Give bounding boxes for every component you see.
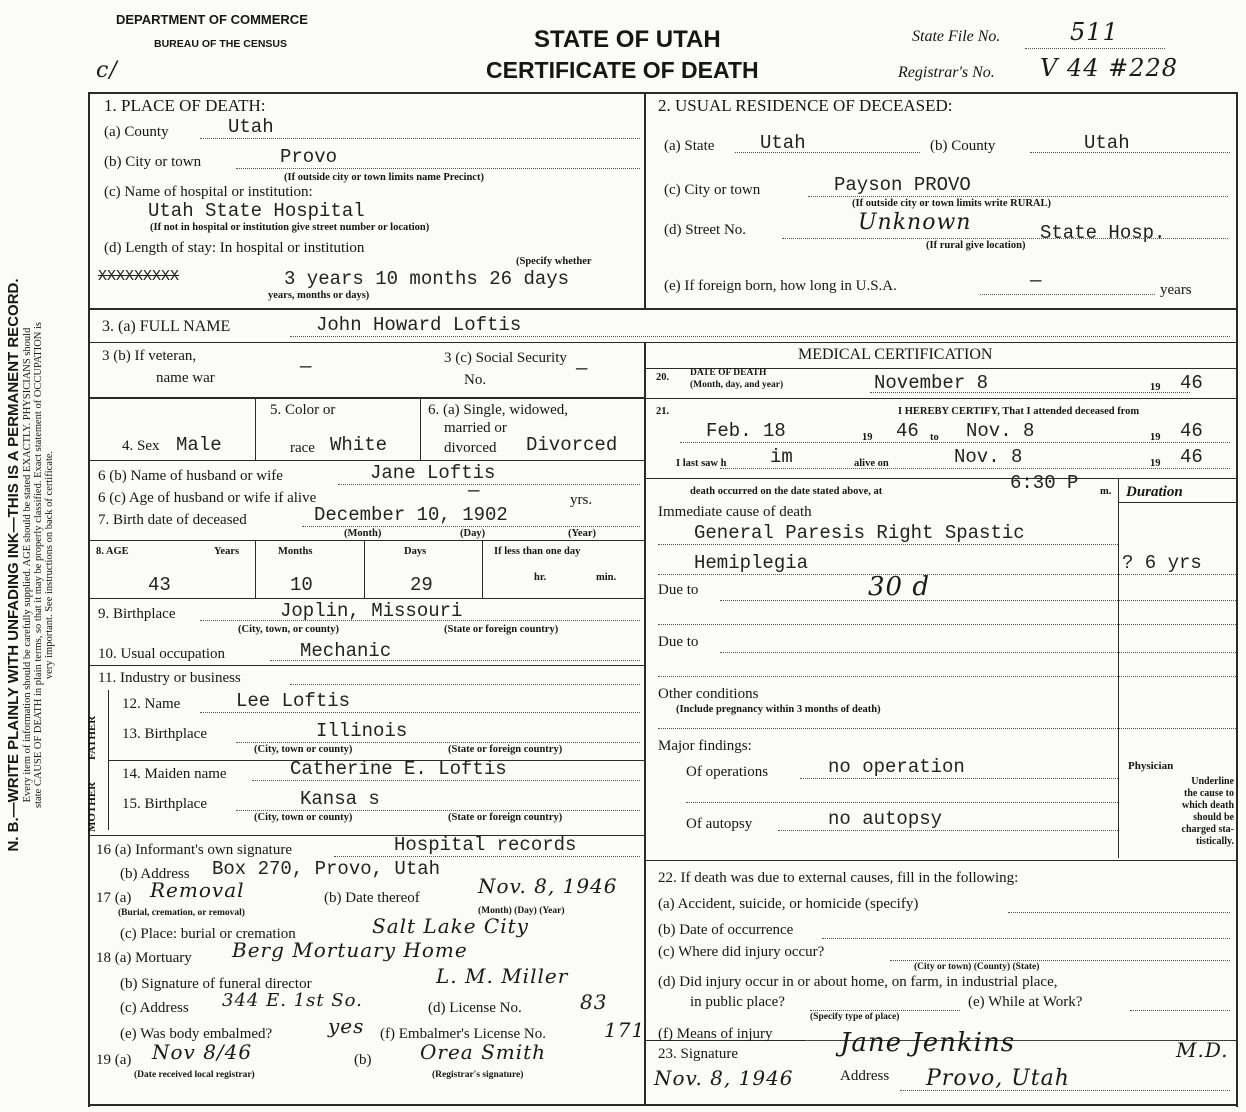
received-label: 19 (a) [96,1052,132,1068]
age-hr-label: hr. [534,572,547,583]
other-conditions-label: Other conditions [658,686,759,702]
place-hospital-label: (c) Name of hospital or institution: [104,184,313,200]
external-e-label: (e) While at Work? [968,994,1083,1010]
side-note-line-2: Every item of information should be carefully supplied. AGE should be stated EXACTLY. PHYSICIANS should [22,327,33,803]
residence-city-note: (If outside city or town limits write RURAL) [852,198,1051,209]
mother-bp-city-note: (City, town or county) [254,812,353,823]
signature-value: Jane Jenkins [840,1028,1016,1058]
registrar-sig-label: (b) [354,1052,372,1068]
cause-2-value: Hemiplegia [694,552,809,574]
mortuary-value: Berg Mortuary Home [232,938,468,962]
mother-name-value: Catherine E. Loftis [290,758,507,780]
frame-bottom [88,1104,1238,1106]
external-d-note: (Specify type of place) [810,1012,900,1022]
burial-place-label: (c) Place: burial or cremation [120,926,296,942]
age-months-value: 10 [290,574,313,596]
duration-value: ? 6 yrs [1122,552,1202,574]
registrar-sig-note: (Registrar's signature) [432,1070,524,1080]
place-city-label: (b) City or town [104,154,202,170]
registrar-number: V 44 #228 [1040,54,1179,82]
place-stay-specify: (Specify whether [516,256,592,267]
death-date-num: 20. [656,372,670,383]
father-bp-state-note: (State or foreign country) [448,744,563,755]
age-days-value: 29 [410,574,433,596]
external-c-note: (City or town) (County) (State) [914,962,1040,972]
mother-bp-state-note: (State or foreign country) [448,812,563,823]
place-of-death-heading: 1. PLACE OF DEATH: [104,96,266,115]
disposal-note: (Burial, cremation, or removal) [118,908,245,918]
due-to-1-value: 30 d [868,572,930,602]
rule-section-3 [88,308,1238,310]
place-county-label: (a) County [104,124,169,140]
father-birthplace-value: Illinois [316,720,408,742]
place-hospital-note: (If not in hospital or institution give street number or location) [150,222,430,233]
alive-on-label: alive on [854,458,889,469]
physician-note-line: should be [1193,812,1234,823]
director-value: L. M. Miller [436,964,569,988]
residence-street-handwritten: Unknown [858,210,972,235]
death-date-value: November 8 [874,372,989,394]
signature-address-label: Address [840,1068,890,1084]
physician-note [1120,776,1234,848]
birth-day-note: (Day) [460,528,486,539]
marital-label: 6. (a) Single, widowed, [428,402,568,418]
father-birthplace-label: 13. Birthplace [122,726,207,742]
spouse-label: 6 (b) Name of husband or wife [98,468,283,484]
residence-city-label: (c) City or town [664,182,761,198]
external-b-label: (b) Date of occurrence [658,922,794,938]
frame-left [88,92,90,1107]
side-note-line-4: very important. See instructions on back of certificate. [44,450,55,680]
birth-date-label: 7. Birth date of deceased [98,512,247,528]
residence-years-label: years [1160,282,1192,298]
mortuary-address-label: (c) Address [120,1000,189,1016]
age-label: 8. AGE [96,546,129,557]
signature-date: Nov. 8, 1946 [654,1066,794,1090]
residence-street-typed: State Hosp. [1040,222,1166,244]
divider-medical [644,342,646,1104]
embalmed-label: (e) Was body embalmed? [120,1026,273,1042]
full-name-value: John Howard Loftis [316,314,522,336]
physician-note-line: Underline [1191,776,1234,787]
father-name-value: Lee Loftis [236,690,351,712]
embalmer-license-label: (f) Embalmer's License No. [380,1026,546,1042]
received-value: Nov 8/46 [152,1040,253,1064]
autopsy-value: no autopsy [828,808,943,830]
last-saw-him: im [770,446,793,468]
side-instructions [5,65,55,1065]
informant-address-label: (b) Address [120,866,190,882]
veteran-war-label: name war [156,370,215,386]
attended-to-label: to [930,432,939,443]
place-stay-struck: XXXXXXXXX [98,268,180,285]
residence-state-value: Utah [760,132,806,154]
signature-md: M.D. [1176,1038,1229,1062]
corner-mark: c/ [96,58,118,83]
residence-foreign-value: — [1030,270,1042,292]
death-date-label-2: (Month, day, and year) [690,380,784,390]
informant-address-value: Box 270, Provo, Utah [212,858,441,880]
bureau-label: BUREAU OF THE CENSUS [154,38,288,50]
disposal-date-note: (Month) (Day) (Year) [478,906,565,916]
ss-no-label: No. [464,372,487,388]
immediate-cause-label: Immediate cause of death [658,504,812,520]
cert-text: I HEREBY CERTIFY, That I attended deceased from [898,406,1140,417]
external-a-label: (a) Accident, suicide, or homicide (specify) [658,896,919,912]
attended-to-prefix: 19 [1150,432,1161,443]
physician-note-line: which death [1182,800,1234,811]
embalmer-license-value: 171 [604,1018,646,1042]
form-title-state: STATE OF UTAH [534,26,721,53]
birthplace-state-note: (State or foreign country) [444,624,559,635]
mother-birthplace-value: Kansa s [300,788,380,810]
last-saw-year: 46 [1180,446,1203,468]
spouse-age-yrs: yrs. [570,492,593,508]
state-file-number: 511 [1070,18,1119,46]
informant-label: 16 (a) Informant's own signature [96,842,292,858]
due-to-1-label: Due to [658,582,699,598]
cert-num: 21. [656,406,670,417]
signature-address: Provo, Utah [926,1066,1070,1091]
occupation-label: 10. Usual occupation [98,646,226,662]
burial-place-value: Salt Lake City [372,914,529,938]
age-years-value: 43 [148,574,171,596]
sex-label: 4. Sex [122,438,160,454]
attended-from-prefix: 19 [862,432,873,443]
birth-year-note: (Year) [568,528,596,539]
place-stay-note: years, months or days) [268,290,370,301]
department-label: DEPARTMENT OF COMMERCE [116,12,308,27]
father-name-label: 12. Name [122,696,181,712]
age-less-label: If less than one day [494,546,581,557]
birthplace-city-note: (City, town, or county) [238,624,340,635]
death-time-value: 6:30 P [1010,472,1079,494]
external-f-label: (f) Means of injury [658,1026,773,1042]
attended-from-value: Feb. 18 [706,420,786,442]
spouse-age-label: 6 (c) Age of husband or wife if alive [98,490,317,506]
marital-value: Divorced [526,434,618,456]
signature-label: 23. Signature [658,1046,738,1062]
marital-label-2: married or [444,420,507,436]
physician-note-line: tistically. [1195,836,1234,847]
sex-value: Male [176,434,222,456]
attended-to-year: 46 [1180,420,1203,442]
ss-label: 3 (c) Social Security [444,350,567,366]
race-label: race [290,440,315,456]
ss-value: — [576,358,588,380]
place-stay-value: 3 years 10 months 26 days [284,268,570,290]
attended-from-year: 46 [896,420,919,442]
frame-right [1236,92,1238,1107]
mortuary-address-value: 344 E. 1st So. [222,990,363,1011]
residence-street-note: (If rural give location) [926,240,1026,251]
external-d-label-2: in public place? [690,994,785,1010]
physician-note-line: charged sta- [1181,824,1234,835]
residence-city-value: Payson PROVO [834,174,971,196]
operations-value: no operation [828,756,965,778]
spouse-age-value: — [468,480,480,502]
age-days-label: Days [404,546,427,557]
last-saw-label: I last saw h [676,458,727,469]
death-date-label: DATE OF DEATH [690,368,767,378]
cause-1-value: General Paresis Right Spastic [694,522,1025,544]
other-conditions-note: (Include pregnancy within 3 months of death) [676,704,881,715]
residence-county-value: Utah [1084,132,1130,154]
duration-header: Duration [1126,484,1183,500]
father-bp-city-note: (City, town or county) [254,744,353,755]
medical-heading: MEDICAL CERTIFICATION [798,346,993,363]
age-years-label: Years [214,546,240,557]
state-file-label: State File No. [912,28,1001,45]
external-c-label: (c) Where did injury occur? [658,944,825,960]
mortuary-label: 18 (a) Mortuary [96,950,192,966]
received-note: (Date received local registrar) [134,1070,255,1080]
birthplace-value: Joplin, Missouri [280,600,463,622]
father-tag: FATHER [86,715,98,760]
disposal-value: Removal [150,878,245,902]
license-label: (d) License No. [428,1000,522,1016]
disposal-label: 17 (a) [96,890,132,906]
autopsy-label: Of autopsy [686,816,753,832]
industry-label: 11. Industry or business [98,670,241,686]
color-label: 5. Color or [270,402,336,418]
death-year-value: 46 [1180,372,1203,394]
mother-tag: MOTHER [86,781,98,832]
operations-label: Of operations [686,764,769,780]
full-name-label: 3. (a) FULL NAME [102,318,231,335]
last-saw-date: Nov. 8 [954,446,1023,468]
mother-name-label: 14. Maiden name [122,766,227,782]
registrar-label: Registrar's No. [898,64,995,81]
death-year-prefix: 19 [1150,382,1161,393]
residence-county-label: (b) County [930,138,996,154]
external-causes-heading: 22. If death was due to external causes, fill in the following: [658,870,1019,886]
disposal-date-value: Nov. 8, 1946 [478,874,618,898]
embalmed-value: yes [328,1014,365,1038]
physician-note-line: the cause to [1184,788,1234,799]
informant-value: Hospital records [394,834,577,856]
race-value: White [330,434,388,456]
place-city-value: Provo [280,146,338,168]
divider-top [644,92,646,310]
frame-top [88,92,1238,94]
residence-street-label: (d) Street No. [664,222,747,238]
age-months-label: Months [278,546,313,557]
residence-state-label: (a) State [664,138,715,154]
spouse-value: Jane Loftis [370,462,496,484]
due-to-2-label: Due to [658,634,699,650]
director-label: (b) Signature of funeral director [120,976,312,992]
form-title: CERTIFICATE OF DEATH [486,57,759,83]
residence-heading: 2. USUAL RESIDENCE OF DECEASED: [658,96,953,115]
external-d-label: (d) Did injury occur in or about home, on farm, in industrial place, [658,974,1058,990]
place-county-value: Utah [228,116,274,138]
death-time-m: m. [1100,486,1112,497]
last-saw-prefix: 19 [1150,458,1161,469]
occurred-label: death occurred on the date stated above, at [690,486,883,497]
side-note-line-1: N. B.—WRITE PLAINLY WITH UNFADING INK—THIS IS A PERMANENT RECORD. [5,278,22,852]
birthplace-label: 9. Birthplace [98,606,176,622]
marital-label-3: divorced [444,440,497,456]
veteran-value: — [300,356,312,378]
attended-to-value: Nov. 8 [966,420,1035,442]
disposal-date-label: (b) Date thereof [324,890,420,906]
physician-note-title: Physician [1128,760,1174,772]
registrar-sig-value: Orea Smith [420,1040,547,1064]
birth-month-note: (Month) [344,528,382,539]
mother-birthplace-label: 15. Birthplace [122,796,207,812]
major-findings-label: Major findings: [658,738,752,754]
place-city-note: (If outside city or town limits name Precinct) [284,172,484,183]
place-hospital-value: Utah State Hospital [148,200,365,222]
veteran-label: 3 (b) If veteran, [102,348,197,364]
birth-date-value: December 10, 1902 [314,504,508,526]
place-stay-label: (d) Length of stay: In hospital or institution [104,240,365,256]
residence-foreign-label: (e) If foreign born, how long in U.S.A. [664,278,897,294]
side-note-line-3: state CAUSE OF DEATH in plain terms, so that it may be properly classified. Exact statement of OCCUPATION is [33,321,44,809]
age-min-label: min. [596,572,617,583]
occupation-value: Mechanic [300,640,392,662]
license-value: 83 [580,990,608,1014]
